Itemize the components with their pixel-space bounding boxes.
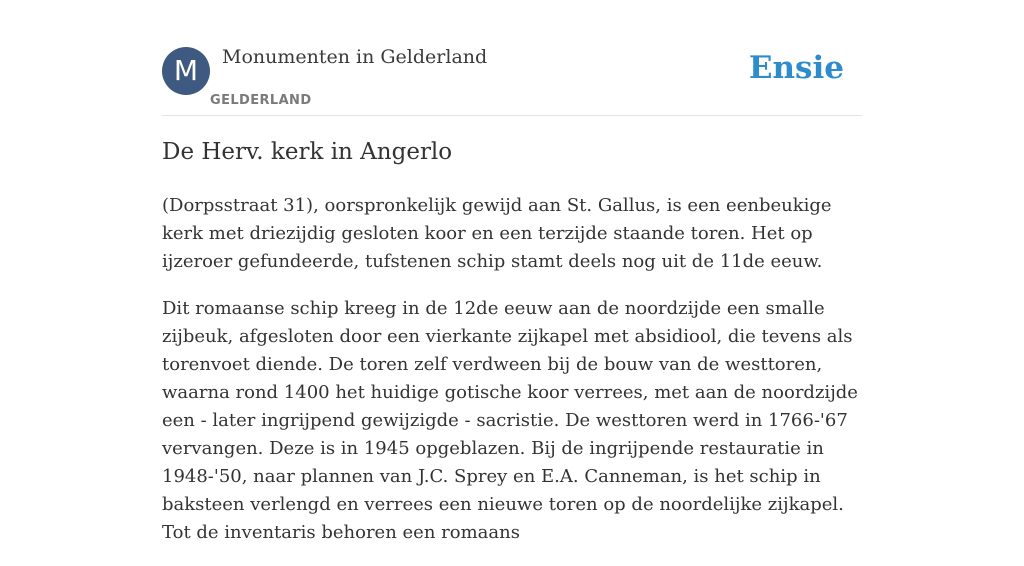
article-title: De Herv. kerk in Angerlo	[162, 139, 453, 165]
article-paragraph: (Dorpsstraat 31), oorspronkelijk gewijd aan St. Gallus, is een eenbeukige kerk met driezijdig gesloten koor en een terzijde staande toren. Het op ijzeroer gefundeerde, tufstenen schip stamt deels nog uit de 11de eeuw.	[162, 195, 832, 272]
category-label[interactable]: GELDERLAND	[210, 93, 312, 108]
page	[162, 0, 862, 543]
article-body	[162, 192, 862, 566]
header	[162, 0, 862, 116]
article-paragraph: Dit romaanse schip kreeg in de 12de eeuw aan de noordzijde een smalle zijbeuk, afgesloten door een vierkante zijkapel met absidiool, die tevens als torenvoet diende. De toren zelf verdween bij de bouw van de westtoren, waarna rond 1400 het huidige gotische koor verrees, met aan de noordzijde een - later ingrijpend gewijzigde - sacristie. De westtoren werd in 1766-'67 vervangen. Deze is in 1945 opgeblazen. Bij de ingrijpende restauratie in 1948-'50, naar plannen van J.C. Sprey en E.A. Canneman, is het schip in baksteen verlengd en verrees een nieuwe toren op de noordelijke zijkapel. Tot de inventaris behoren een romaans	[162, 298, 858, 543]
avatar[interactable]: M	[162, 47, 210, 95]
ensie-logo[interactable]: Ensie	[748, 50, 844, 86]
site-title[interactable]: Monumenten in Gelderland	[222, 46, 488, 68]
